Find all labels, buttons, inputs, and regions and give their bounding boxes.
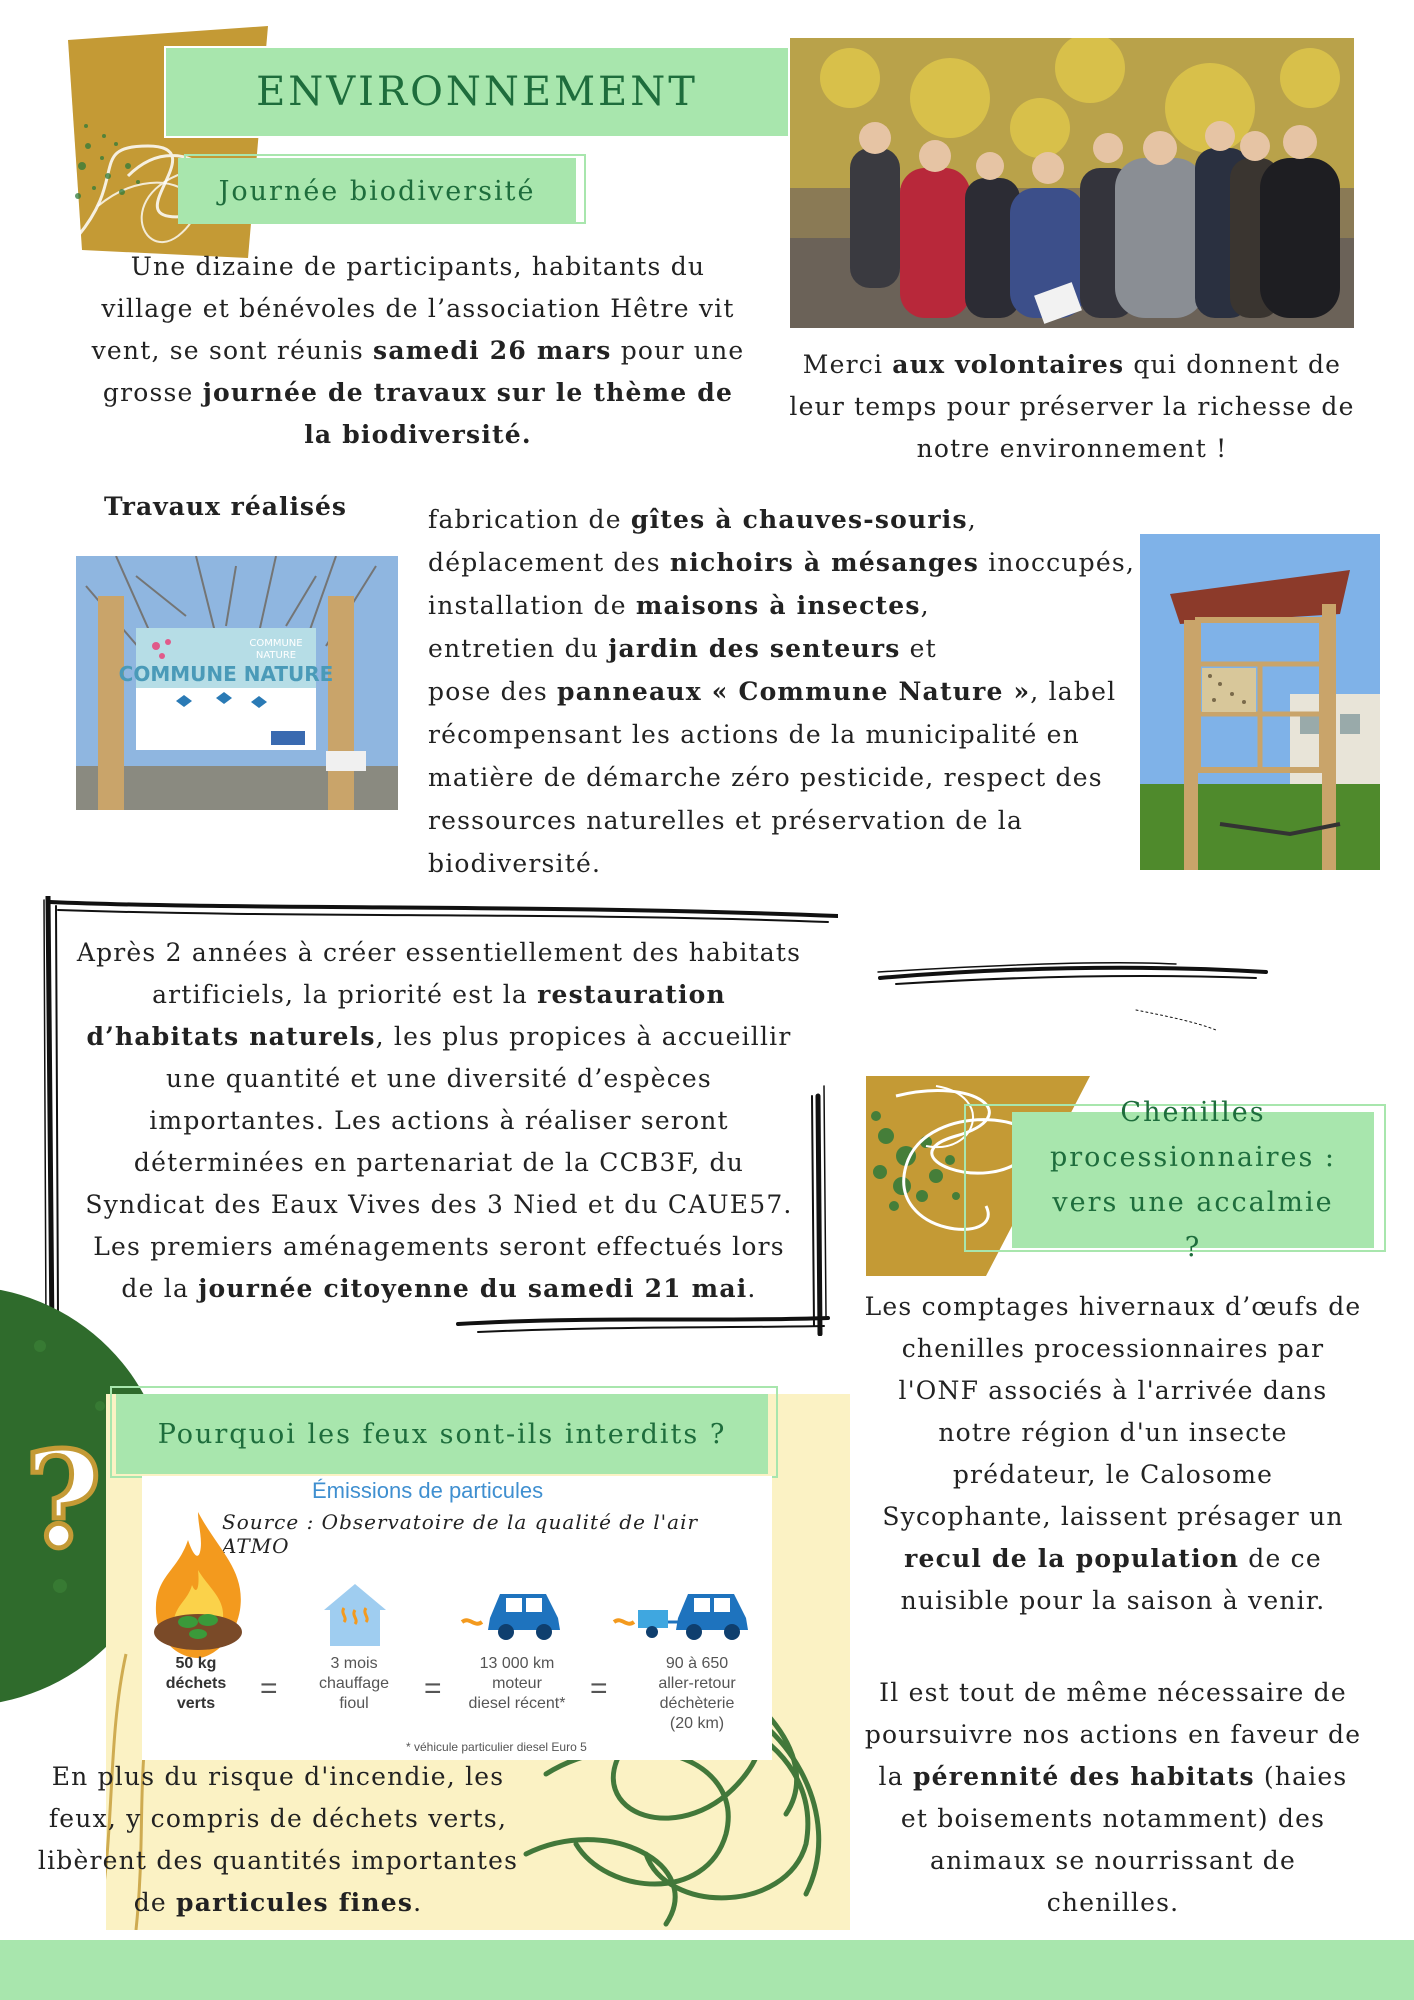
infographic-footnote: * véhicule particulier diesel Euro 5 [406,1740,587,1754]
habitats-text: Après 2 années à créer essentiellement des habitats artificiels, la priorité est la [76,938,802,1009]
thanks-text-2: qui donnent de leur temps pour préserver la richesse de notre environnement ! [789,350,1355,463]
works-line-3-end: , [920,591,930,620]
works-line-2: déplacement des [428,548,670,577]
chenilles-decline: recul de la population [904,1544,1240,1573]
section-subtitle: Journée biodiversité [218,175,536,207]
chenilles-text-3: Il est tout de même nécessaire de poursuivre nos actions en faveur de la [864,1678,1362,1791]
intro-date: samedi 26 mars [373,336,612,365]
habitats-paragraph [74,932,804,1310]
works-line-4-end: et [900,634,937,663]
header-title-box [166,48,788,136]
chenilles-text-4: (haies et boisements notamment) des animaux se nourrissant de chenilles. [900,1762,1348,1917]
chenilles-text-2: de ce nuisible pour la saison à venir. [900,1544,1326,1615]
intro-theme: journée de travaux sur le thème de la biodiversité. [202,378,734,449]
question-mark-icon [18,1423,108,1578]
thanks-text: Merci [802,350,893,379]
works-list [428,498,1138,885]
infographic-item-car: 13 000 km moteur diesel récent* [468,1655,566,1712]
sign-small-text-2: NATURE [255,650,297,661]
infographic-item-heating: 3 mois chauffage fioul [319,1655,389,1712]
intro-paragraph [88,246,748,456]
group-photo [790,38,1354,328]
habitats-text-2: , les plus propices à accueillir une quantité et une diversité d’espèces importantes. Les actions à réaliser seront déterminées en partenariat de la CCB3F, du Syndicat des Eaux Vives des 3 Nied et du CAUE57. Les premiers aménagements seront effectués lors de la [85,1022,793,1303]
chenilles-habitats: pérennité des habitats [912,1762,1255,1791]
works-nest-boxes: nichoirs à mésanges [669,548,980,577]
particles-infographic [142,1476,772,1760]
subtitle-box [178,158,576,224]
chenilles-text: Les comptages hivernaux d’œufs de chenilles processionnaires par l'ONF associés à l'arrivée dans notre région d'un insecte prédateur, le Calosome Sycophante, laissent présager un [864,1292,1362,1531]
feux-paragraph [24,1756,532,1924]
works-heading: Travaux réalisés [104,492,347,521]
works-line-1-end: , [967,505,977,534]
question-mark: ? [24,1423,102,1578]
feux-title: Pourquoi les feux sont-ils interdits ? [157,1418,727,1450]
feux-text-2: . [413,1888,423,1917]
works-insect-houses: maisons à insectes [635,591,921,620]
chenilles-title-box [1012,1097,1374,1263]
thanks-volunteers: aux volontaires [892,350,1125,379]
infographic-item-dump: 90 à 650 aller-retour déchèterie (20 km) [658,1655,736,1732]
habitats-restoration: restauration d’habitats naturels [86,980,726,1051]
equals-sign-1: = [260,1672,278,1705]
works-line-4: entretien du [428,634,609,663]
works-line-1: fabrication de [428,505,631,534]
habitats-text-3: . [747,1274,757,1303]
feux-text: En plus du risque d'incendie, les feux, y compris de déchets verts, libèrent des quantités importantes de [37,1762,519,1917]
works-commune-nature-panels: panneaux « Commune Nature » [557,677,1031,706]
infographic-item-green-waste: 50 kg déchets verts [165,1655,227,1712]
decorative-scribble [876,950,1272,1034]
insect-hotel-photo [1140,534,1380,870]
feux-title-box [116,1394,768,1474]
works-bat-shelters: gîtes à chauves-souris [630,505,968,534]
works-line-5: pose des [428,677,558,706]
chenilles-title: Chenilles processionnaires : vers une accalmie ? [1049,1097,1337,1263]
footer-band [0,1940,1414,2000]
works-scent-garden: jardin des senteurs [608,634,901,663]
equals-sign-3: = [590,1672,608,1705]
equals-sign-2: = [424,1672,442,1705]
habitats-citizen-day: journée citoyenne du samedi 21 mai [198,1274,748,1303]
car-trailer-icon [612,1582,762,1642]
chenilles-paragraph-1 [864,1286,1362,1622]
sign-banner-text: COMMUNE NATURE [118,662,334,686]
scribble-line-icon [876,950,1272,1034]
house-heating-icon [322,1580,388,1650]
sign-small-text-1: COMMUNE [249,638,303,649]
works-line-2-end: inoccupés, [979,548,1136,577]
chenilles-paragraph-2 [864,1672,1362,1924]
page-title: ENVIRONNEMENT [256,69,698,115]
commune-nature-sign-photo [76,556,398,810]
infographic-source: Source : Observatoire de la qualité de l'air ATMO [222,1510,699,1558]
car-icon [460,1582,568,1642]
intro-text: Une dizaine de participants, habitants du village et bénévoles de l’association Hêtre vit vent, se sont réunis [91,252,735,365]
flame-icon [148,1510,248,1660]
intro-text-2: pour une grosse [102,336,745,407]
works-line-5-end: , label récompensant les actions de la municipalité en matière de démarche zéro pesticide, respect des ressources naturelles et préservation de la biodiversité. [428,677,1117,878]
works-line-3: installation de [428,591,636,620]
infographic-title: Émissions de particules [312,1478,544,1503]
thanks-paragraph [778,344,1366,470]
feux-fine-particles: particules fines [176,1888,414,1917]
